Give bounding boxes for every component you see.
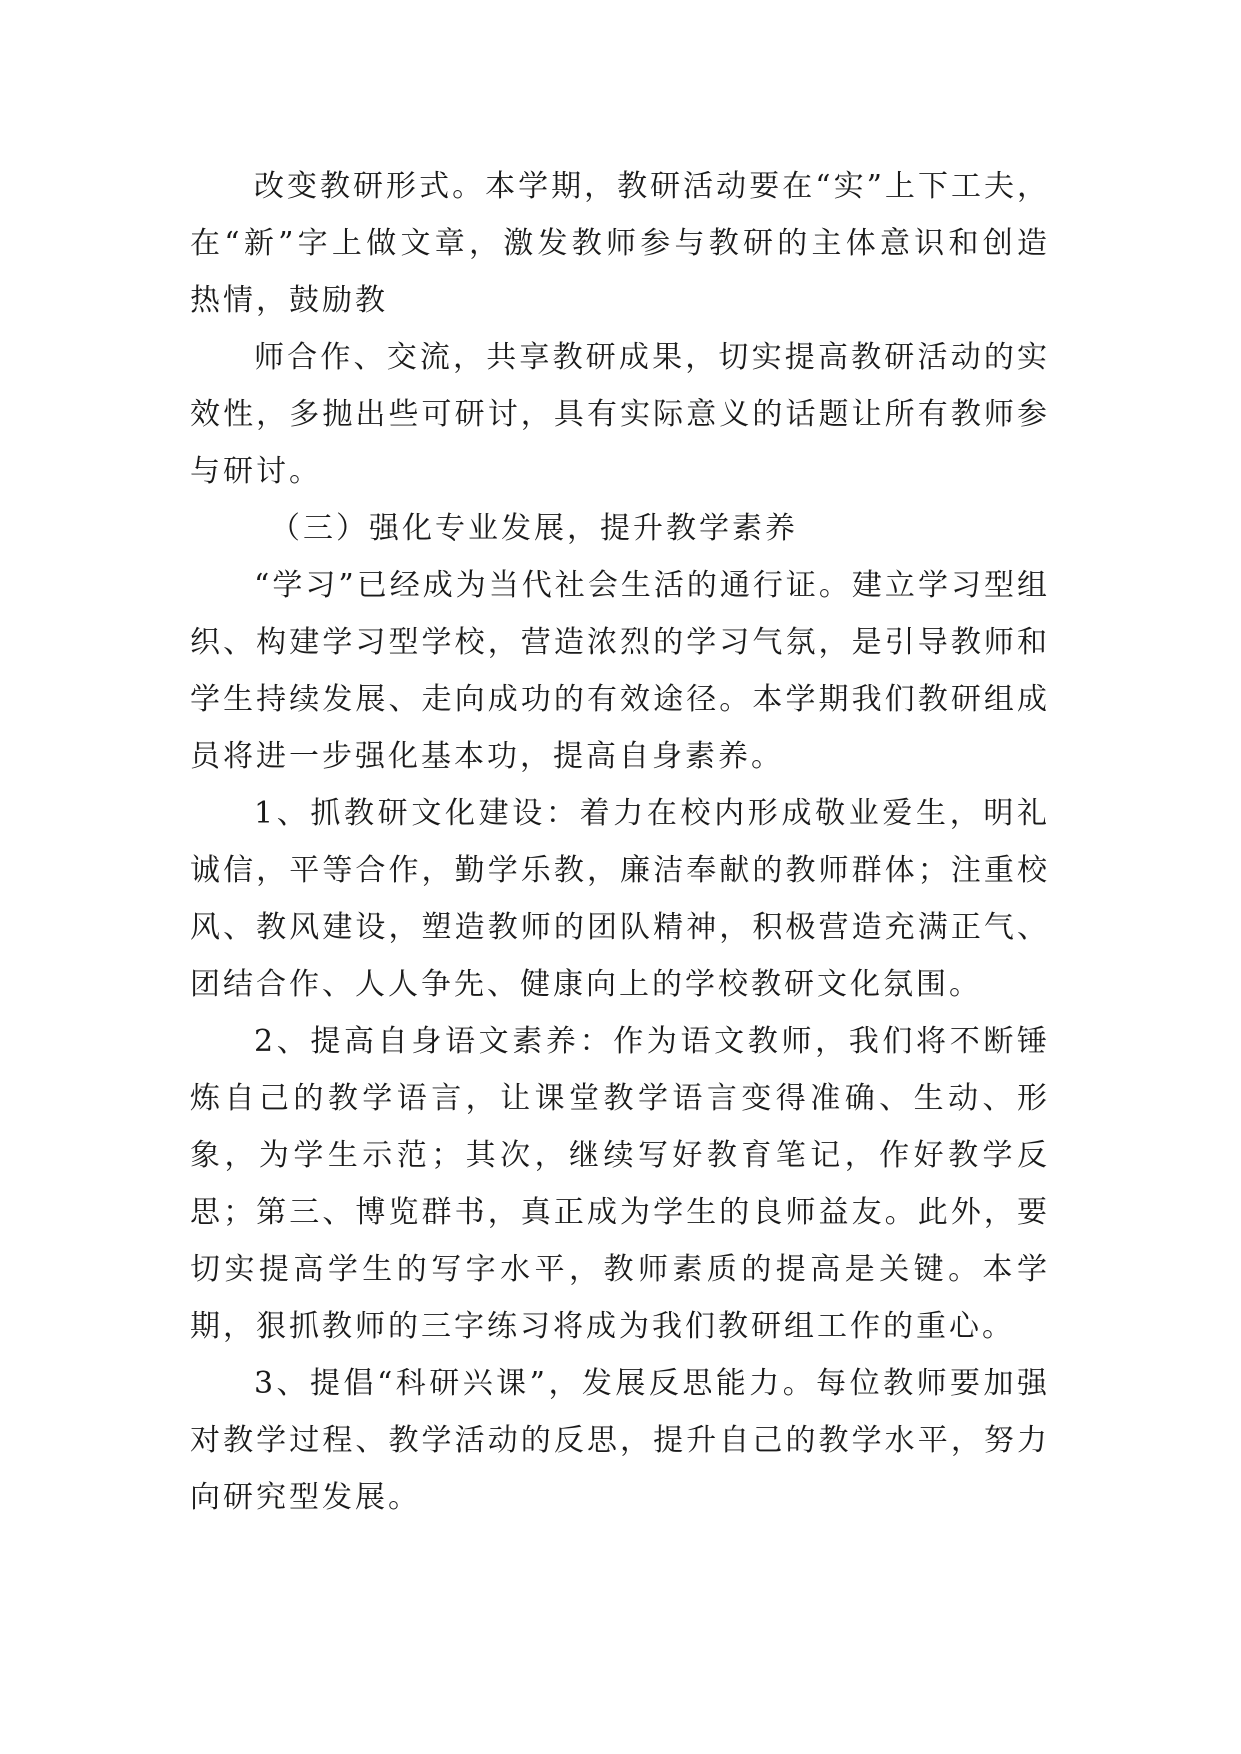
paragraph-learning-organization: “学习”已经成为当代社会生活的通行证。建立学习型组织、构建学习型学校，营造浓烈的学习气氛，是引导教师和学生持续发展、走向成功的有效途径。本学期我们教研组成员将进一步强化基本功，提高自身素养。 <box>190 568 1050 774</box>
paragraph-teacher-cooperation: 师合作、交流，共享教研成果，切实提高教研活动的实效性，多抛出些可研讨，具有实际意义的话题让所有教师参与研讨。 <box>190 340 1050 489</box>
paragraph-item-3-research-reflection: 3、提倡“科研兴课”，发展反思能力。每位教师要加强对教学过程、教学活动的反思，提升自己的教学水平，努力向研究型发展。 <box>190 1366 1050 1515</box>
paragraph-teaching-research-form: 改变教研形式。本学期，教研活动要在“实”上下工夫，在“新”字上做文章，激发教师参与教研的主体意识和创造热情，鼓励教 <box>190 169 1050 318</box>
section-heading-professional-development: （三）强化专业发展，提升教学素养 <box>270 511 798 546</box>
paragraph-item-1-research-culture: 1、抓教研文化建设：着力在校内形成敬业爱生，明礼诚信，平等合作，勤学乐教，廉洁奉献的教师群体；注重校风、教风建设，塑造教师的团队精神，积极营造充满正气、团结合作、人人争先、健康向上的学校教研文化氛围。 <box>190 796 1050 1002</box>
paragraph-item-2-chinese-literacy: 2、提高自身语文素养：作为语文教师，我们将不断锤炼自己的教学语言，让课堂教学语言变得准确、生动、形象，为学生示范；其次，继续写好教育笔记，作好教学反思；第三、博览群书，真正成为学生的良师益友。此外，要切实提高学生的写字水平，教师素质的提高是关键。本学期，狠抓教师的三字练习将成为我们教研组工作的重心。 <box>190 1024 1050 1344</box>
document-body <box>190 158 1050 1526</box>
